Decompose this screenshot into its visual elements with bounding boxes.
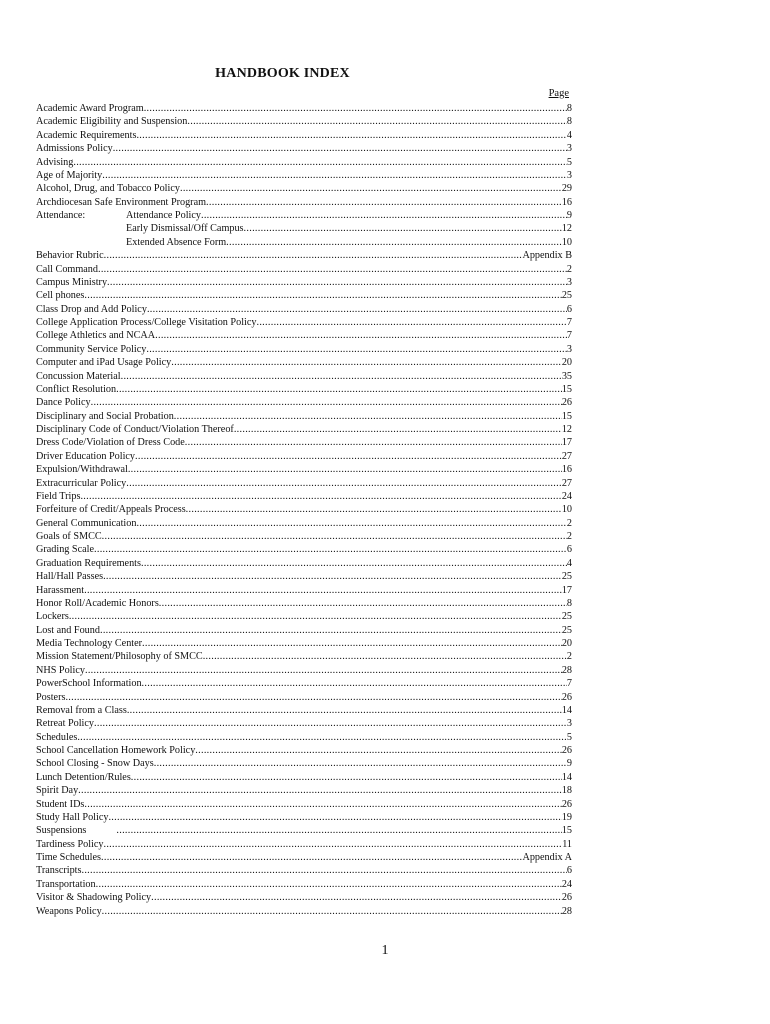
dot-leader: [121, 370, 562, 383]
index-entry-label: Disciplinary Code of Conduct/Violation Thereof: [36, 424, 234, 435]
index-entry-page: 24: [561, 878, 572, 890]
index-entry: [36, 838, 572, 851]
index-entry-label: Attendance Policy: [126, 210, 201, 221]
index-entry-page: 15: [561, 410, 572, 422]
index-entry: [36, 891, 572, 904]
index-entry: [36, 396, 572, 409]
index-entry: [36, 370, 572, 383]
index-entry-label: Time Schedules: [36, 852, 101, 863]
index-entry-page: 29: [561, 183, 572, 195]
index-entry-label: Academic Requirements: [36, 129, 137, 141]
index-entry: [36, 650, 572, 663]
index-entry-label: Honor Roll/Academic Honors: [36, 597, 159, 609]
index-entry: [36, 757, 572, 770]
index-entry: [36, 249, 572, 262]
index-entry: [36, 717, 572, 730]
index-entry-label: Early Dismissal/Off Campus: [126, 223, 244, 235]
dot-leader: [186, 503, 562, 516]
index-entry-label: NHS Policy: [36, 664, 85, 676]
index-entry-page: 19: [561, 811, 572, 823]
index-entry: [36, 102, 572, 115]
index-entry-page: 7: [566, 330, 572, 342]
index-entry-label: Posters: [36, 691, 66, 703]
index-entry-label: Removal from a Class: [36, 704, 127, 716]
dot-leader: [104, 249, 523, 262]
dot-leader: [244, 222, 562, 235]
index-entry-label: Field Trips: [36, 490, 81, 502]
dot-leader: [203, 650, 567, 663]
index-entry: [36, 222, 572, 235]
index-entry: [36, 530, 572, 543]
dot-leader: [103, 570, 562, 583]
index-entry-page: 4: [566, 129, 572, 141]
index-entry-page: Appendix B: [522, 250, 572, 262]
index-entry-label: Behavior Rubric: [36, 250, 104, 262]
index-entry: [36, 129, 572, 142]
index-entry: [36, 878, 572, 891]
index-entry: [36, 744, 572, 757]
dot-leader: [159, 597, 567, 610]
dot-leader: [98, 263, 567, 276]
index-entry-page: 20: [561, 357, 572, 369]
index-entry-page: 15: [561, 383, 572, 395]
index-entry-label: Tardiness Policy: [36, 838, 104, 850]
index-entry: [36, 289, 572, 302]
index-entry-page: 2: [566, 531, 572, 542]
dot-leader: [187, 115, 567, 128]
dot-leader: [136, 129, 566, 142]
page-column-heading: Page: [548, 88, 569, 99]
index-entry-label: Dress Code/Violation of Dress Code: [36, 437, 185, 449]
index-entry: [36, 691, 572, 704]
index-entry: [36, 182, 572, 195]
dot-leader: [85, 664, 562, 677]
index-entry: [36, 610, 572, 623]
dot-leader: [73, 156, 567, 169]
dot-leader: [113, 142, 567, 155]
index-entry-label: Grading Scale: [36, 544, 94, 556]
index-entry-label: Call Command: [36, 263, 98, 275]
index-entry-label: Academic Eligibility and Suspension: [36, 116, 188, 128]
dot-leader: [126, 477, 562, 490]
index-entry: [36, 410, 572, 423]
index-entry-page: 35: [561, 370, 572, 382]
index-entry-label: Harassment: [36, 584, 85, 596]
dot-leader: [65, 691, 561, 704]
index-entry-label: Visitor & Shadowing Policy: [36, 892, 152, 904]
index-entry-label: Hall/Hall Passes: [36, 571, 104, 583]
index-entry: [36, 584, 572, 597]
dot-leader: [94, 717, 567, 730]
index-entry-page: 5: [566, 731, 572, 743]
index-entry: [36, 557, 572, 570]
index-entry-page: 16: [561, 196, 572, 208]
index-entry-label: Extended Absence Form: [126, 236, 227, 248]
index-entry-label: Retreat Policy: [36, 718, 94, 730]
index-entry: [36, 664, 572, 677]
index-entry-label: Goals of SMCC: [36, 531, 102, 542]
index-entry-label: Age of Majority: [36, 169, 103, 181]
index-entry-page: 27: [561, 477, 572, 489]
index-entry: [36, 463, 572, 476]
index-entry-label: Lunch Detention/Rules: [36, 771, 131, 783]
index-entry: [36, 677, 572, 690]
index-entry-label: Alcohol, Drug, and Tobacco Policy: [36, 183, 180, 195]
index-entry-page: 8: [566, 597, 572, 609]
index-entry-label: Transcripts: [36, 865, 82, 877]
dot-leader: [69, 610, 562, 623]
index-entry-page: 7: [566, 317, 572, 328]
index-entry-label: Driver Education Policy: [36, 450, 136, 462]
index-entry-page: 17: [561, 437, 572, 449]
index-entry-label: School Closing - Snow Days: [36, 758, 154, 770]
dot-leader: [116, 383, 562, 396]
dot-leader: [108, 811, 561, 824]
dot-leader: [136, 517, 566, 530]
index-entry: [36, 383, 572, 396]
index-entry: [36, 704, 572, 717]
index-entry-label: Lost and Found: [36, 624, 100, 636]
index-entry-label: Student IDs: [36, 798, 85, 810]
index-entry-label: Computer and iPad Usage Policy: [36, 357, 172, 369]
index-entry-label: Transportation: [36, 878, 96, 890]
index-entry: [36, 115, 572, 128]
index-entry: [36, 236, 572, 249]
index-entry-label: Community Service Policy: [36, 343, 147, 355]
index-entry: [36, 477, 572, 490]
index-entry-group-label: Attendance:: [36, 210, 86, 221]
dot-leader: [102, 169, 567, 182]
index-entry-label: PowerSchool Information: [36, 678, 142, 690]
index-entry-page: 6: [566, 865, 572, 877]
index-entry-page: 26: [561, 745, 572, 756]
dot-leader: [100, 624, 562, 637]
index-entry-page: 17: [561, 584, 572, 596]
index-entry-page: 25: [561, 571, 572, 583]
index-entry-page: 28: [561, 905, 572, 917]
index-entry: [36, 517, 572, 530]
dot-leader: [154, 757, 567, 770]
dot-leader: [84, 289, 561, 302]
index-entry-page: 8: [566, 116, 572, 128]
index-entry: [36, 731, 572, 744]
index-entry: [36, 343, 572, 356]
index-entry: [36, 356, 572, 369]
dot-leader: [103, 838, 562, 851]
dot-leader: [151, 891, 562, 904]
dot-leader: [84, 584, 562, 597]
index-entry-label: Media Technology Center: [36, 638, 143, 649]
index-entry: [36, 316, 572, 329]
index-entry-page: 24: [561, 490, 572, 502]
index-entry-page: 11: [562, 838, 572, 850]
dot-leader: [174, 410, 562, 423]
index-entry-page: 3: [566, 169, 572, 181]
index-entry: [36, 811, 572, 824]
index-entry: [36, 423, 572, 436]
index-entry-page: 3: [566, 143, 572, 155]
index-entry-label: College Athletics and NCAA: [36, 330, 156, 342]
dot-leader: [81, 864, 566, 877]
index-entry: [36, 824, 572, 837]
index-entry: [36, 798, 572, 811]
dot-leader: [146, 343, 567, 356]
dot-leader: [101, 851, 522, 864]
index-entry-label: School Cancellation Homework Policy: [36, 745, 196, 756]
index-entry: [36, 276, 572, 289]
index-entry-page: 3: [566, 343, 572, 355]
index-entry-page: 9: [566, 758, 572, 770]
index-entry: [36, 156, 572, 169]
index-entry-label: Spirit Day: [36, 785, 79, 797]
index-entry-label: Dance Policy: [36, 397, 91, 409]
index-entry-page: 26: [561, 892, 572, 904]
index-entry-label: Mission Statement/Philosophy of SMCC: [36, 651, 203, 663]
dot-leader: [131, 771, 562, 784]
index-entry: [36, 450, 572, 463]
dot-leader: [206, 196, 562, 209]
index-entry-page: 28: [561, 664, 572, 676]
dot-leader: [147, 303, 567, 316]
index-entry-page: 25: [561, 624, 572, 636]
dot-leader: [127, 704, 562, 717]
index-entry-label: Class Drop and Add Policy: [36, 303, 147, 315]
index-entry: [36, 624, 572, 637]
index-entry-page: 26: [561, 798, 572, 810]
index-entry: [36, 905, 572, 918]
index-entry-page: 10: [561, 236, 572, 248]
index-entry-label: Campus Ministry: [36, 276, 108, 288]
index-entry-label: Concussion Material: [36, 370, 121, 382]
index-entry: [36, 864, 572, 877]
dot-leader: [94, 543, 567, 556]
index-entry-page: 3: [566, 276, 572, 288]
index-entry-page: Appendix A: [522, 852, 572, 863]
dot-leader: [142, 677, 567, 690]
dot-leader: [171, 356, 562, 369]
index-entry-page: 26: [561, 397, 572, 409]
index-entry: [36, 209, 572, 222]
dot-leader: [135, 450, 562, 463]
index-entry-page: 14: [561, 704, 572, 716]
index-entry-page: 7: [566, 678, 572, 690]
index-entry: [36, 169, 572, 182]
dot-leader: [201, 209, 567, 222]
dot-leader: [195, 744, 562, 757]
index-entry: [36, 303, 572, 316]
index-entry: [36, 597, 572, 610]
dot-leader: [226, 236, 562, 249]
index-entry: [36, 490, 572, 503]
index-entry-page: 15: [561, 825, 572, 837]
index-entry: [36, 436, 572, 449]
index-entry-page: 12: [561, 223, 572, 235]
index-entry-label: Lockers: [36, 611, 69, 623]
index-entry-page: 10: [561, 504, 572, 516]
dot-leader: [96, 878, 562, 891]
index-entry-page: 14: [561, 771, 572, 783]
index-entry-label: Study Hall Policy: [36, 811, 109, 823]
index-entry-page: 6: [566, 303, 572, 315]
index-entry-page: 2: [566, 517, 572, 529]
dot-leader: [256, 316, 566, 329]
index-entry-page: 5: [566, 156, 572, 168]
index-entry: [36, 570, 572, 583]
index-entry-label: Weapons Policy: [36, 905, 102, 917]
index-entry-page: 12: [561, 424, 572, 435]
dot-leader: [144, 102, 567, 115]
index-entry-page: 6: [566, 544, 572, 556]
index-entry-label: General Communication: [36, 517, 137, 529]
index-entry-label: Disciplinary and Social Probation: [36, 410, 174, 422]
index-entry-label: Cell phones: [36, 290, 85, 302]
index-entry-page: 2: [566, 263, 572, 275]
index-entry-label: Conflict Resolution: [36, 383, 117, 395]
page-number: 1: [381, 943, 389, 958]
dot-leader: [155, 329, 567, 342]
dot-leader: [185, 436, 562, 449]
index-entry-label: Expulsion/Withdrawal: [36, 464, 128, 476]
index-entry: [36, 263, 572, 276]
index-entry-page: 26: [561, 691, 572, 703]
page-title: HANDBOOK INDEX: [215, 66, 350, 81]
index-entry: [36, 637, 572, 650]
index-entry-label: Graduation Requirements: [36, 557, 141, 569]
index-entry: [36, 784, 572, 797]
index-entry-page: 8: [566, 103, 572, 114]
index-entry-label: Schedules: [36, 731, 78, 743]
index-entry: [36, 543, 572, 556]
dot-leader: [102, 530, 567, 543]
index-entry-page: 27: [561, 450, 572, 462]
index-entry: [36, 329, 572, 342]
index-entry-label: Archdiocesan Safe Environment Program: [36, 196, 207, 208]
dot-leader: [107, 276, 567, 289]
index-entry-label: Admissions Policy: [36, 143, 113, 155]
index-entry-page: 3: [566, 718, 572, 730]
dot-leader: [234, 423, 562, 436]
index-entry-page: 16: [561, 464, 572, 476]
index-entry: [36, 503, 572, 516]
dot-leader: [180, 182, 562, 195]
index-entry-page: 2: [566, 651, 572, 663]
index-entry: [36, 851, 572, 864]
dot-leader: [78, 784, 562, 797]
index-list: [36, 102, 572, 918]
dot-leader: [141, 557, 567, 570]
dot-leader: [116, 824, 561, 837]
index-entry-page: 25: [561, 611, 572, 623]
index-entry-page: 20: [561, 638, 572, 649]
index-entry-label: Advising: [36, 156, 74, 168]
dot-leader: [128, 463, 562, 476]
index-entry: [36, 142, 572, 155]
dot-leader: [77, 731, 567, 744]
dot-leader: [84, 798, 561, 811]
index-entry-page: 18: [561, 785, 572, 797]
index-entry: [36, 196, 572, 209]
index-entry: [36, 771, 572, 784]
index-entry-label: Suspensions: [36, 825, 87, 837]
index-entry-page: 25: [561, 290, 572, 302]
index-entry-label: Forfeiture of Credit/Appeals Process: [36, 504, 186, 516]
index-entry-label: Extracurricular Policy: [36, 477, 127, 489]
dot-leader: [80, 490, 561, 503]
index-entry-label: College Application Process/College Visitation Policy: [36, 317, 257, 328]
dot-leader: [102, 905, 562, 918]
dot-leader: [91, 396, 562, 409]
index-entry-page: 4: [566, 557, 572, 569]
index-entry-page: 9: [566, 210, 572, 221]
index-entry-label: Academic Award Program: [36, 103, 144, 114]
dot-leader: [142, 637, 562, 650]
